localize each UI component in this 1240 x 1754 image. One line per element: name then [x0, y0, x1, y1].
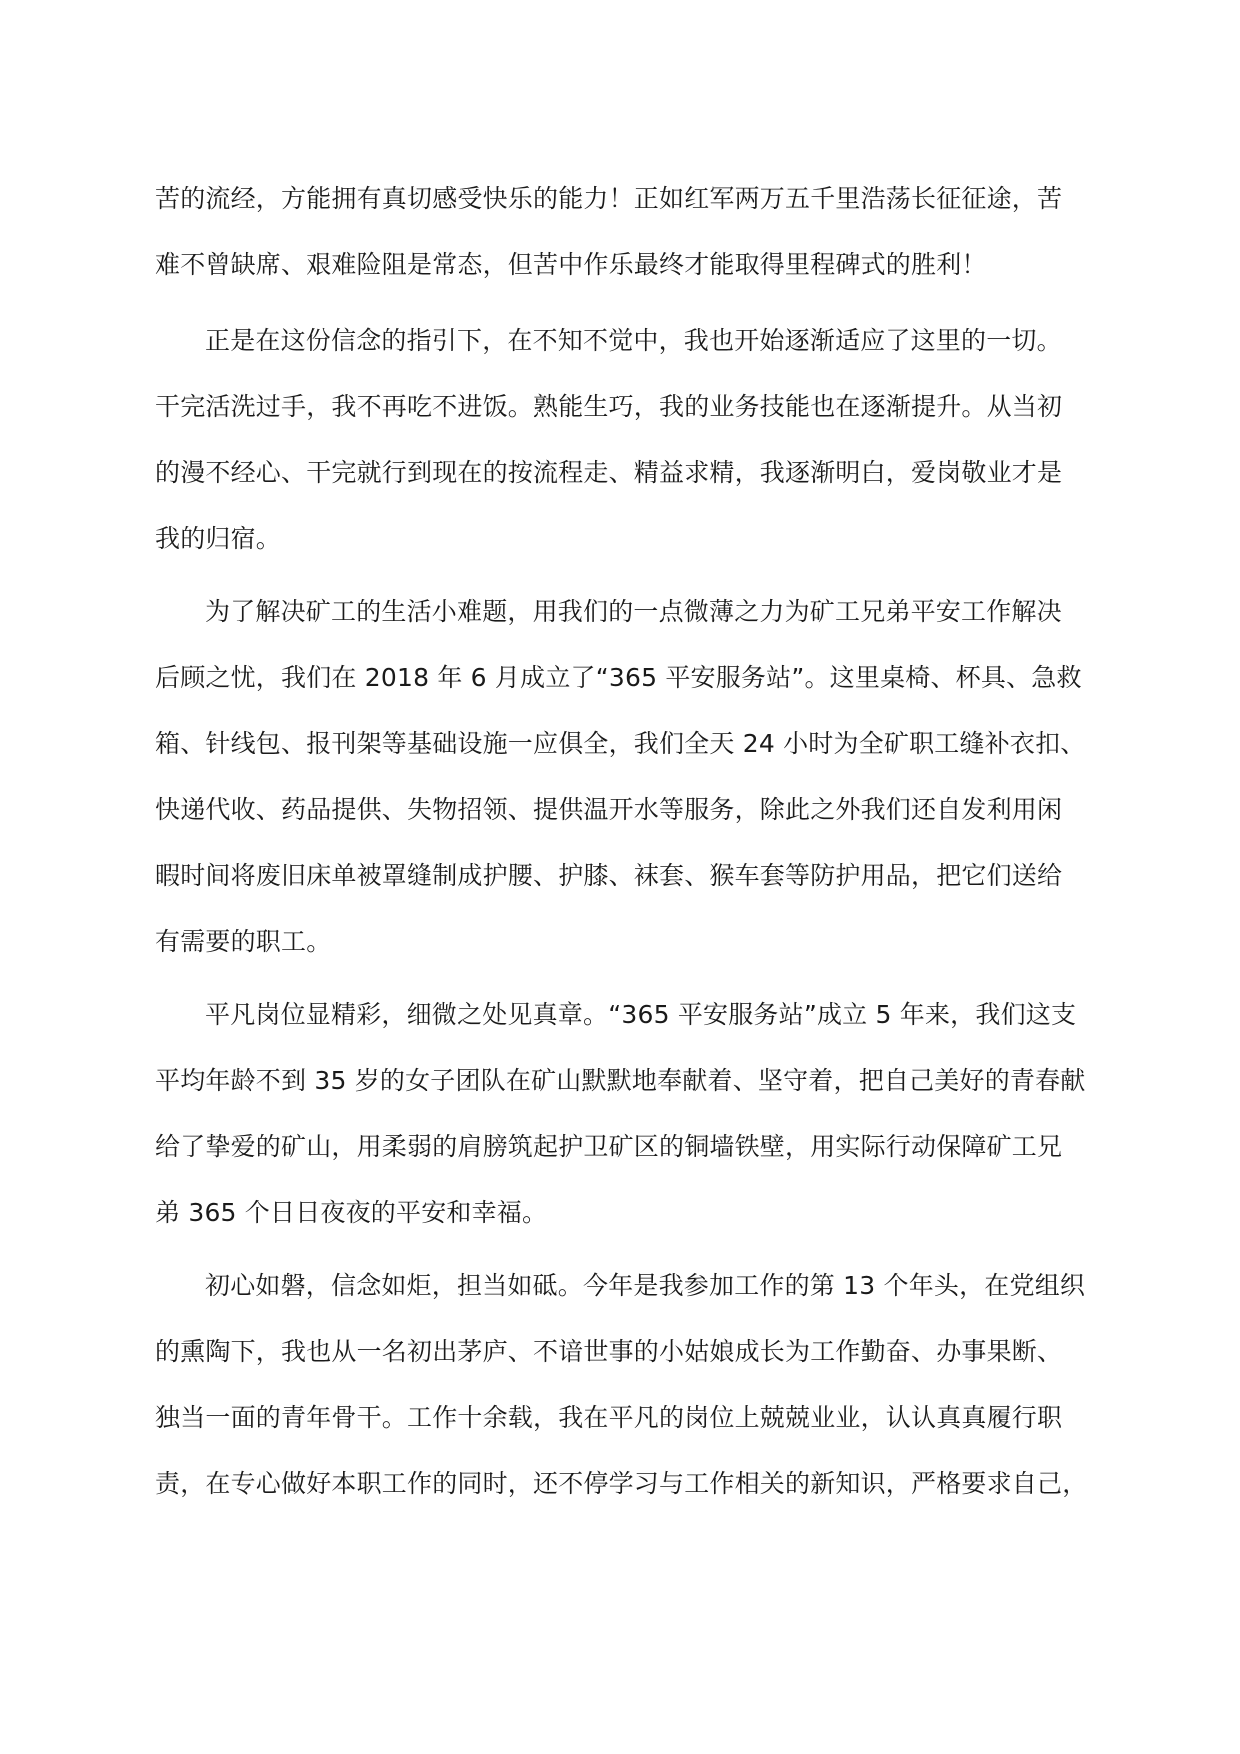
text-line: 的熏陶下，我也从一名初出茅庐、不谙世事的小姑娘成长为工作勤奋、办事果断、 — [155, 1337, 1063, 1366]
paragraph — [155, 1270, 1088, 1499]
text-line: 有需要的职工。 — [155, 927, 332, 956]
text-line: 苦的流经，方能拥有真切感受快乐的能力！正如红军两万五千里浩荡长征征途，苦 — [155, 184, 1063, 213]
text-line: 后顾之忧，我们在 2018 年 6 月成立了“365 平安服务站”。这里桌椅、杯具、急救 — [155, 663, 1082, 692]
text-line: 平凡岗位显精彩，细微之处见真章。“365 平安服务站”成立 5 年来，我们这支 — [205, 1000, 1077, 1029]
text-line: 快递代收、药品提供、失物招领、提供温开水等服务，除此之外我们还自发利用闲 — [155, 795, 1063, 824]
text-line: 的漫不经心、干完就行到现在的按流程走、精益求精，我逐渐明白，爱岗敬业才是 — [155, 458, 1063, 487]
document-page — [155, 183, 1088, 1534]
paragraph — [155, 999, 1085, 1228]
text-line: 独当一面的青年骨干。工作十余载，我在平凡的岗位上兢兢业业，认认真真履行职 — [155, 1403, 1063, 1432]
text-line: 初心如磐，信念如炬，担当如砥。今年是我参加工作的第 13 个年头，在党组织 — [205, 1271, 1086, 1300]
text-line: 暇时间将废旧床单被罩缝制成护腰、护膝、袜套、猴车套等防护用品，把它们送给 — [155, 861, 1063, 890]
paragraph — [155, 183, 1085, 280]
text-line: 为了解决矿工的生活小难题，用我们的一点微薄之力为矿工兄弟平安工作解决 — [205, 597, 1062, 626]
paragraph — [155, 596, 1085, 957]
paragraph — [155, 325, 1085, 554]
text-line: 弟 365 个日日夜夜的平安和幸福。 — [155, 1198, 548, 1227]
text-line: 我的归宿。 — [155, 524, 282, 553]
text-line: 正是在这份信念的指引下，在不知不觉中，我也开始逐渐适应了这里的一切。 — [205, 326, 1062, 355]
text-line: 责，在专心做好本职工作的同时，还不停学习与工作相关的新知识，严格要求自己， — [155, 1469, 1088, 1498]
text-line: 给了挚爱的矿山，用柔弱的肩膀筑起护卫矿区的铜墙铁壁，用实际行动保障矿工兄 — [155, 1132, 1063, 1161]
text-line: 箱、针线包、报刊架等基础设施一应俱全，我们全天 24 小时为全矿职工缝补衣扣、 — [155, 729, 1086, 758]
text-line: 干完活洗过手，我不再吃不进饭。熟能生巧，我的业务技能也在逐渐提升。从当初 — [155, 392, 1063, 421]
text-line: 平均年龄不到 35 岁的女子团队在矿山默默地奉献着、坚守着，把自己美好的青春献 — [155, 1066, 1086, 1095]
text-line: 难不曾缺席、艰难险阻是常态，但苦中作乐最终才能取得里程碑式的胜利！ — [155, 250, 987, 279]
